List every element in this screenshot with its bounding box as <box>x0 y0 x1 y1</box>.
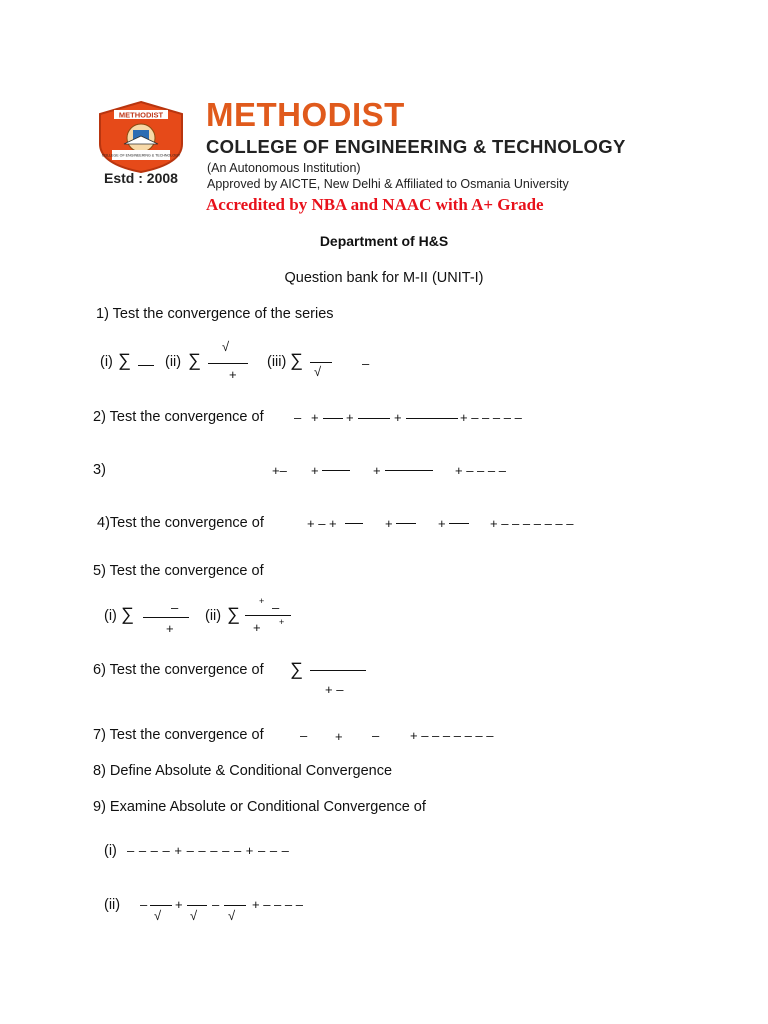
sigma-symbol: ∑ <box>118 350 131 370</box>
autonomous-note: (An Autonomous Institution) <box>207 161 361 175</box>
plus-symbol: + <box>166 621 174 636</box>
fraction-bar <box>385 470 433 471</box>
fraction-bar <box>143 617 189 618</box>
q5-part-ii-label: (ii) <box>205 608 222 624</box>
series-tail: + – – – – <box>252 897 303 912</box>
series-tail: + – – – – – <box>460 410 522 425</box>
sqrt-symbol: √ <box>228 908 236 923</box>
fraction-bar <box>449 523 469 524</box>
q1-part-iii-label: (iii) <box>267 354 287 370</box>
q9-part-i-expression: – – – – + – – – – – + – – – <box>127 843 290 858</box>
fraction-bar <box>310 670 366 671</box>
q1-part-ii-label: (ii) <box>165 354 182 370</box>
minus-symbol: – <box>372 728 380 743</box>
question-5: 5) Test the convergence of <box>93 563 264 579</box>
approval-note: Approved by AICTE, New Delhi & Affiliated to Osmania University <box>207 177 569 191</box>
fraction-bar <box>396 523 416 524</box>
plus-symbol: + <box>253 620 261 635</box>
question-9: 9) Examine Absolute or Conditional Convergence of <box>93 799 426 815</box>
question-3: 3) <box>93 462 106 478</box>
question-2: 2) Test the convergence of <box>93 409 264 425</box>
sigma-symbol: ∑ <box>290 350 303 370</box>
sigma-symbol: ∑ <box>290 659 303 679</box>
plus-symbol: + <box>346 410 354 425</box>
series-tail: + – – – – <box>455 463 506 478</box>
department-title: Department of H&S <box>319 233 449 249</box>
fraction-bar <box>345 523 363 524</box>
sqrt-symbol: √ <box>154 908 162 923</box>
minus-symbol: – <box>294 410 302 425</box>
minus-symbol: – <box>212 897 220 912</box>
sigma-symbol: ∑ <box>188 350 201 370</box>
plus-symbol: + <box>385 516 393 531</box>
plus-symbol: + <box>394 410 402 425</box>
question-1: 1) Test the convergence of the series <box>96 306 334 322</box>
sqrt-symbol: √ <box>222 339 230 354</box>
fraction-bar <box>187 905 207 906</box>
logo-text-top: METHODIST <box>118 110 164 120</box>
q9-part-ii-label: (ii) <box>104 897 121 913</box>
sqrt-symbol: √ <box>190 908 198 923</box>
plus-minus-symbol: + – <box>325 682 344 697</box>
accreditation-note: Accredited by NBA and NAAC with A+ Grade <box>206 195 544 214</box>
plus-symbol: + <box>175 897 183 912</box>
plus-symbol: + <box>311 410 319 425</box>
sqrt-symbol: √ <box>314 364 322 379</box>
q1-part-i-label: (i) <box>100 354 113 370</box>
plus-symbol: + <box>438 516 446 531</box>
question-7: 7) Test the convergence of <box>93 727 264 743</box>
fraction-bar <box>150 905 172 906</box>
question-6: 6) Test the convergence of <box>93 662 264 678</box>
logo-text-bottom: COLLEGE OF ENGINEERING & TECHNOLOGY <box>101 153 181 158</box>
sigma-symbol: ∑ <box>121 604 134 624</box>
college-logo <box>96 100 186 174</box>
college-name: METHODIST <box>206 96 405 133</box>
series-tail: + – – – – – – – <box>410 728 494 743</box>
q9-part-i-label: (i) <box>104 843 117 859</box>
college-subtitle: COLLEGE OF ENGINEERING & TECHNOLOGY <box>206 136 626 157</box>
plus-symbol: + <box>259 596 265 606</box>
fraction-bar <box>245 615 291 616</box>
q5-part-i-label: (i) <box>104 608 117 624</box>
fraction-bar <box>358 418 390 419</box>
sigma-symbol: ∑ <box>227 604 240 624</box>
question-8: 8) Define Absolute & Conditional Convergence <box>93 763 393 779</box>
fraction-bar <box>138 365 154 366</box>
plus-minus-plus: + – + <box>307 516 337 531</box>
question-bank-title: Question bank for M-II (UNIT-I) <box>284 270 484 286</box>
minus-symbol: – <box>171 600 179 615</box>
fraction-bar <box>406 418 458 419</box>
series-tail: + – – – – – – – <box>490 516 574 531</box>
minus-symbol: – <box>362 356 370 371</box>
fraction-bar <box>310 362 332 363</box>
fraction-bar <box>322 470 350 471</box>
plus-symbol: + <box>279 617 285 627</box>
plus-symbol: + <box>229 367 237 382</box>
fraction-bar <box>224 905 246 906</box>
minus-symbol: – <box>140 897 148 912</box>
minus-symbol: – <box>300 728 308 743</box>
fraction-bar <box>208 363 248 364</box>
plus-symbol: + <box>335 729 343 744</box>
plus-minus-symbol: +– <box>272 463 287 478</box>
fraction-bar <box>323 418 343 419</box>
question-4: 4)Test the convergence of <box>97 515 264 531</box>
plus-symbol: + <box>311 463 319 478</box>
established-year: Estd : 2008 <box>104 170 178 186</box>
plus-symbol: + <box>373 463 381 478</box>
minus-symbol: – <box>272 600 280 615</box>
